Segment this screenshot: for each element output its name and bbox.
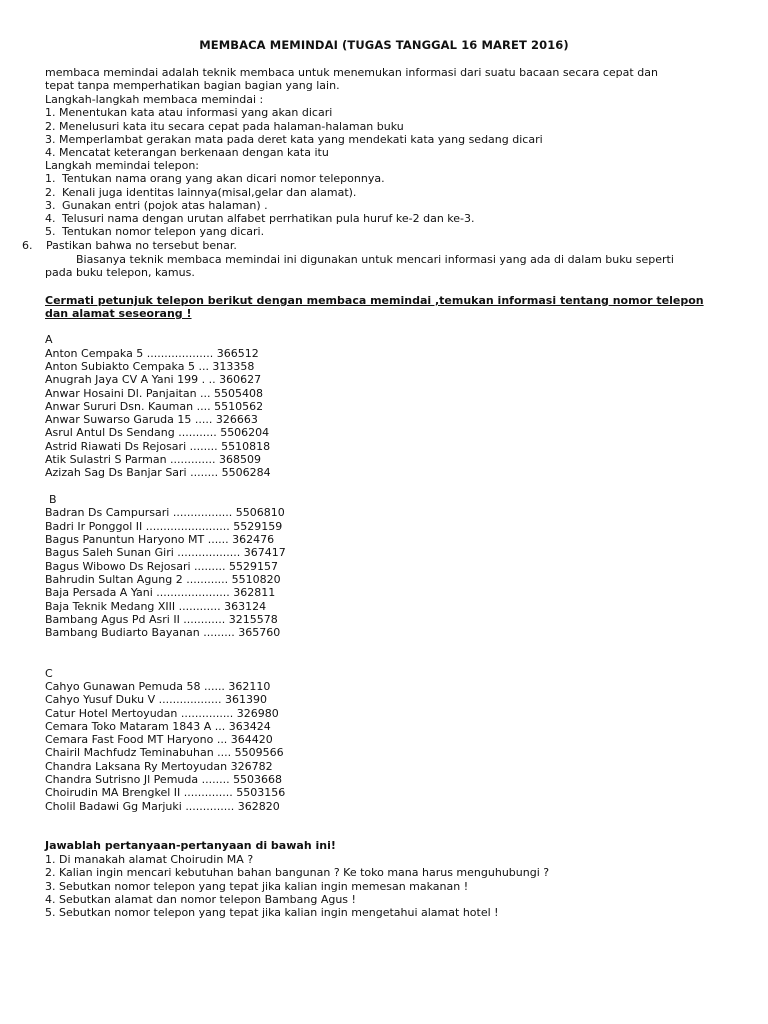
phone-steps-heading: Langkah memindai telepon: xyxy=(45,159,200,172)
directory-entry: Cahyo Gunawan Pemuda 58 ...... 362110 xyxy=(45,680,271,693)
question-item: 4. Sebutkan alamat dan nomor telepon Bambang Agus ! xyxy=(45,893,356,906)
directory-entry: Bagus Wibowo Ds Rejosari ......... 5529157 xyxy=(45,560,278,573)
question-item: 3. Sebutkan nomor telepon yang tepat jika kalian ingin memesan makanan ! xyxy=(45,880,469,893)
directory-entry: Chandra Laksana Ry Mertoyudan 326782 xyxy=(45,760,273,773)
intro-line-1: membaca memindai adalah teknik membaca untuk menemukan informasi dari suatu bacaan secara cepat dan xyxy=(45,66,658,79)
step-item: 2. Menelusuri kata itu secara cepat pada halaman-halaman buku xyxy=(45,120,404,133)
directory-entry: Anton Subiakto Cempaka 5 ... 313358 xyxy=(45,360,255,373)
directory-entry: Anwar Sururi Dsn. Kauman .... 5510562 xyxy=(45,400,264,413)
phone-step-item: 4. Telusuri nama dengan urutan alfabet perrhatikan pula huruf ke-2 dan ke-3. xyxy=(45,212,475,225)
phone-step-item: 5. Tentukan nomor telepon yang dicari. xyxy=(45,225,265,238)
directory-entry: Bagus Saleh Sunan Giri .................. 367417 xyxy=(45,546,286,559)
directory-entry: Choirudin MA Brengkel II .............. 5503156 xyxy=(45,786,286,799)
steps-heading: Langkah-langkah membaca memindai : xyxy=(45,93,264,106)
directory-entry: Baja Persada A Yani ..................... 362811 xyxy=(45,586,276,599)
step-item: 3. Memperlambat gerakan mata pada deret kata yang mendekati kata yang sedang dicari xyxy=(45,133,543,146)
directory-entry: Chairil Machfudz Teminabuhan .... 5509566 xyxy=(45,746,284,759)
directory-entry: Badri Ir Ponggol II ........................ 5529159 xyxy=(45,520,283,533)
section-letter-a: A xyxy=(45,333,53,346)
phone-step-item: 6. Pastikan bahwa no tersebut benar. xyxy=(22,239,237,252)
step-item: 1. Menentukan kata atau informasi yang akan dicari xyxy=(45,106,333,119)
instruction-line-2: dan alamat seseorang ! xyxy=(45,307,192,320)
directory-entry: Cemara Toko Mataram 1843 A ... 363424 xyxy=(45,720,271,733)
directory-entry: Atik Sulastri S Parman ............. 368509 xyxy=(45,453,261,466)
step-item: 4. Mencatat keterangan berkenaan dengan kata itu xyxy=(45,146,329,159)
question-item: 2. Kalian ingin mencari kebutuhan bahan bangunan ? Ke toko mana harus menguhubungi ? xyxy=(45,866,550,879)
directory-entry: Badran Ds Campursari ................. 5506810 xyxy=(45,506,285,519)
directory-entry: Anton Cempaka 5 ................... 366512 xyxy=(45,347,259,360)
intro-line-2: tepat tanpa memperhatikan bagian bagian yang lain. xyxy=(45,79,340,92)
directory-entry: Bagus Panuntun Haryono MT ...... 362476 xyxy=(45,533,275,546)
closing-line-2: pada buku telepon, kamus. xyxy=(45,266,195,279)
directory-entry: Cholil Badawi Gg Marjuki .............. 362820 xyxy=(45,800,280,813)
directory-entry: Asrul Antul Ds Sendang ........... 5506204 xyxy=(45,426,270,439)
phone-step-item: 2. Kenali juga identitas lainnya(misal,gelar dan alamat). xyxy=(45,186,357,199)
document-title: MEMBACA MEMINDAI (TUGAS TANGGAL 16 MARET 2016) xyxy=(199,38,569,52)
directory-entry: Anwar Suwarso Garuda 15 ..... 326663 xyxy=(45,413,258,426)
directory-entry: Bambang Agus Pd Asri II ............ 3215578 xyxy=(45,613,278,626)
closing-line-1: Biasanya teknik membaca memindai ini digunakan untuk mencari informasi yang ada di dalam buku seperti xyxy=(76,253,674,266)
section-letter-c: C xyxy=(45,667,53,680)
directory-entry: Cemara Fast Food MT Haryono ... 364420 xyxy=(45,733,273,746)
phone-step-item: 1. Tentukan nama orang yang akan dicari nomor teleponnya. xyxy=(45,172,385,185)
section-letter-b: B xyxy=(49,493,57,506)
directory-entry: Azizah Sag Ds Banjar Sari ........ 5506284 xyxy=(45,466,271,479)
question-item: 1. Di manakah alamat Choirudin MA ? xyxy=(45,853,254,866)
phone-step-item: 3. Gunakan entri (pojok atas halaman) . xyxy=(45,199,268,212)
directory-entry: Bambang Budiarto Bayanan ......... 365760 xyxy=(45,626,281,639)
directory-entry: Bahrudin Sultan Agung 2 ............ 5510820 xyxy=(45,573,281,586)
question-item: 5. Sebutkan nomor telepon yang tepat jika kalian ingin mengetahui alamat hotel ! xyxy=(45,906,499,919)
directory-entry: Astrid Riawati Ds Rejosari ........ 5510818 xyxy=(45,440,271,453)
directory-entry: Catur Hotel Mertoyudan ............... 326980 xyxy=(45,707,279,720)
directory-entry: Anwar Hosaini Dl. Panjaitan ... 5505408 xyxy=(45,387,264,400)
directory-entry: Cahyo Yusuf Duku V .................. 361390 xyxy=(45,693,268,706)
questions-heading: Jawablah pertanyaan-pertanyaan di bawah ini! xyxy=(45,839,336,852)
directory-entry: Anugrah Jaya CV A Yani 199 . .. 360627 xyxy=(45,373,262,386)
instruction-line-1: Cermati petunjuk telepon berikut dengan membaca memindai ,temukan informasi tentang nomor telepon xyxy=(45,294,704,307)
directory-entry: Baja Teknik Medang XIII ............ 363124 xyxy=(45,600,267,613)
directory-entry: Chandra Sutrisno Jl Pemuda ........ 5503668 xyxy=(45,773,283,786)
